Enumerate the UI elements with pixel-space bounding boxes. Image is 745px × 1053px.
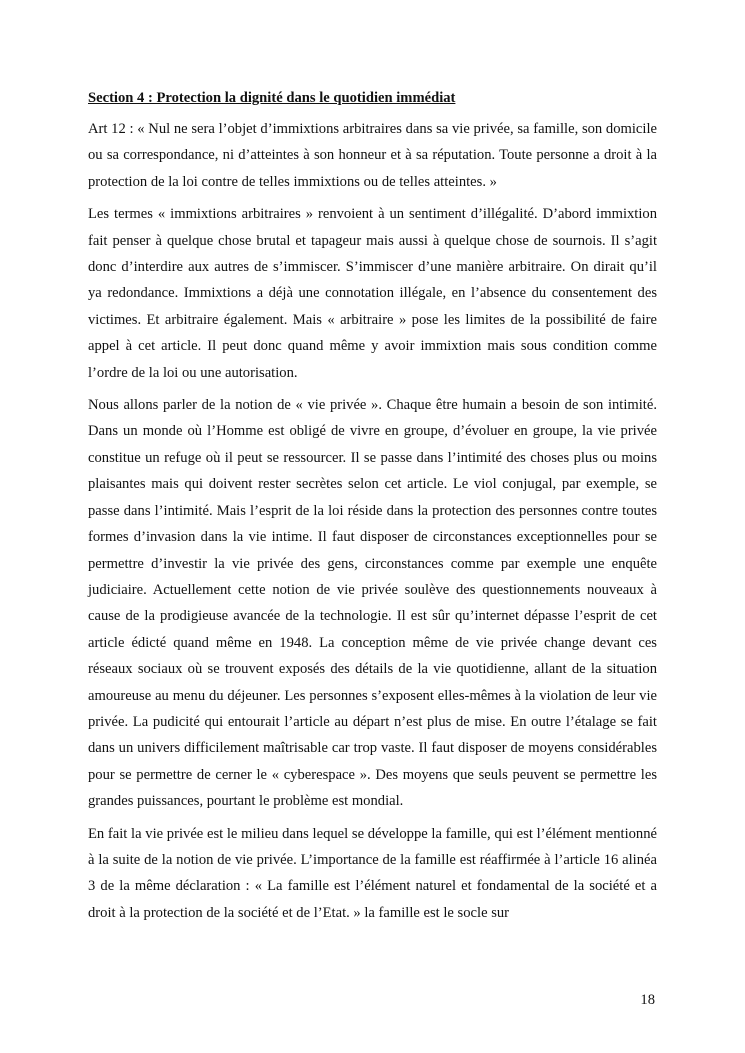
vie-privee-paragraph: Nous allons parler de la notion de « vie privée ». Chaque être humain a besoin de son intimité. Dans un monde où l’Homme est obligé de vivre en groupe, d’évoluer en groupe, la vie privée constitue un refuge où il peut se ressourcer. Il se passe dans l’intimité des choses plus ou moins plaisantes mais qui doivent rester secrètes selon cet article. Le viol conjugal, par exemple, se passe dans l’intimité. Mais l’esprit de la loi réside dans la protection des personnes contre toutes formes d’invasion dans la vie intime. Il faut disposer de circonstances exceptionnelles pour se permettre d’investir la vie privée des gens, circonstances comme par exemple une enquête judiciaire. Actuellement cette notion de vie privée soulève des questionnements nouveaux à cause de la prodigieuse avancée de la technologie. Il est sûr qu’internet dépasse l’esprit de cet article édicté quand même en 1948. La conception même de vie privée change devant ces réseaux sociaux où se trouvent exposés des détails de la vie quotidienne, allant de la situation amoureuse au menu du déjeuner. Les personnes s’exposent elles-mêmes à la violation de leur vie privée. La pudicité qui entourait l’article au départ n’est plus de mise. En outre l’étalage se fait dans un univers difficilement maîtrisable car trop vaste. Il faut disposer de moyens considérables pour se permettre de cerner le « cyberespace ». Des moyens que seuls peuvent se permettre les grandes puissances, pourtant le problème est mondial. (88, 397, 657, 810)
famille-paragraph: En fait la vie privée est le milieu dans lequel se développe la famille, qui est l’élément mentionné à la suite de la notion de vie privée. L’importance de la famille est réaffirmée à l’article 16 alinéa 3 de la même déclaration : « La famille est l’élément naturel et fondamental de la société et a droit à la protection de la société et de l’Etat. » la famille est le socle sur (88, 825, 657, 921)
document-page (88, 88, 657, 932)
article-12-quote-paragraph: Art 12 : « Nul ne sera l’objet d’immixtions arbitraires dans sa vie privée, sa famille, son domicile ou sa correspondance, ni d’atteintes à son honneur et à sa réputation. Toute personne a droit à la protection de la loi contre de telles immixtions ou de telles atteintes. » (88, 121, 657, 190)
immixtions-paragraph: Les termes « immixtions arbitraires » renvoient à un sentiment d’illégalité. D’abord immixtion fait penser à quelque chose brutal et tapageur mais aussi à quelque chose de sournois. Il s’agit donc d’interdire aux autres de s’immiscer. S’immiscer d’une manière arbitraire. On dirait qu’il ya redondance. Immixtions a déjà une connotation illégale, en l’absence du consentement des victimes. Et arbitraire également. Mais « arbitraire » pose les limites de la possibilité de faire appel à cet article. Il peut donc quand même y avoir immixtion mais sous condition comme l’ordre de la loi ou une autorisation. (88, 206, 657, 381)
page-number: 18 (640, 992, 655, 1008)
section-heading: Section 4 : Protection la dignité dans le quotidien immédiat (88, 90, 456, 106)
